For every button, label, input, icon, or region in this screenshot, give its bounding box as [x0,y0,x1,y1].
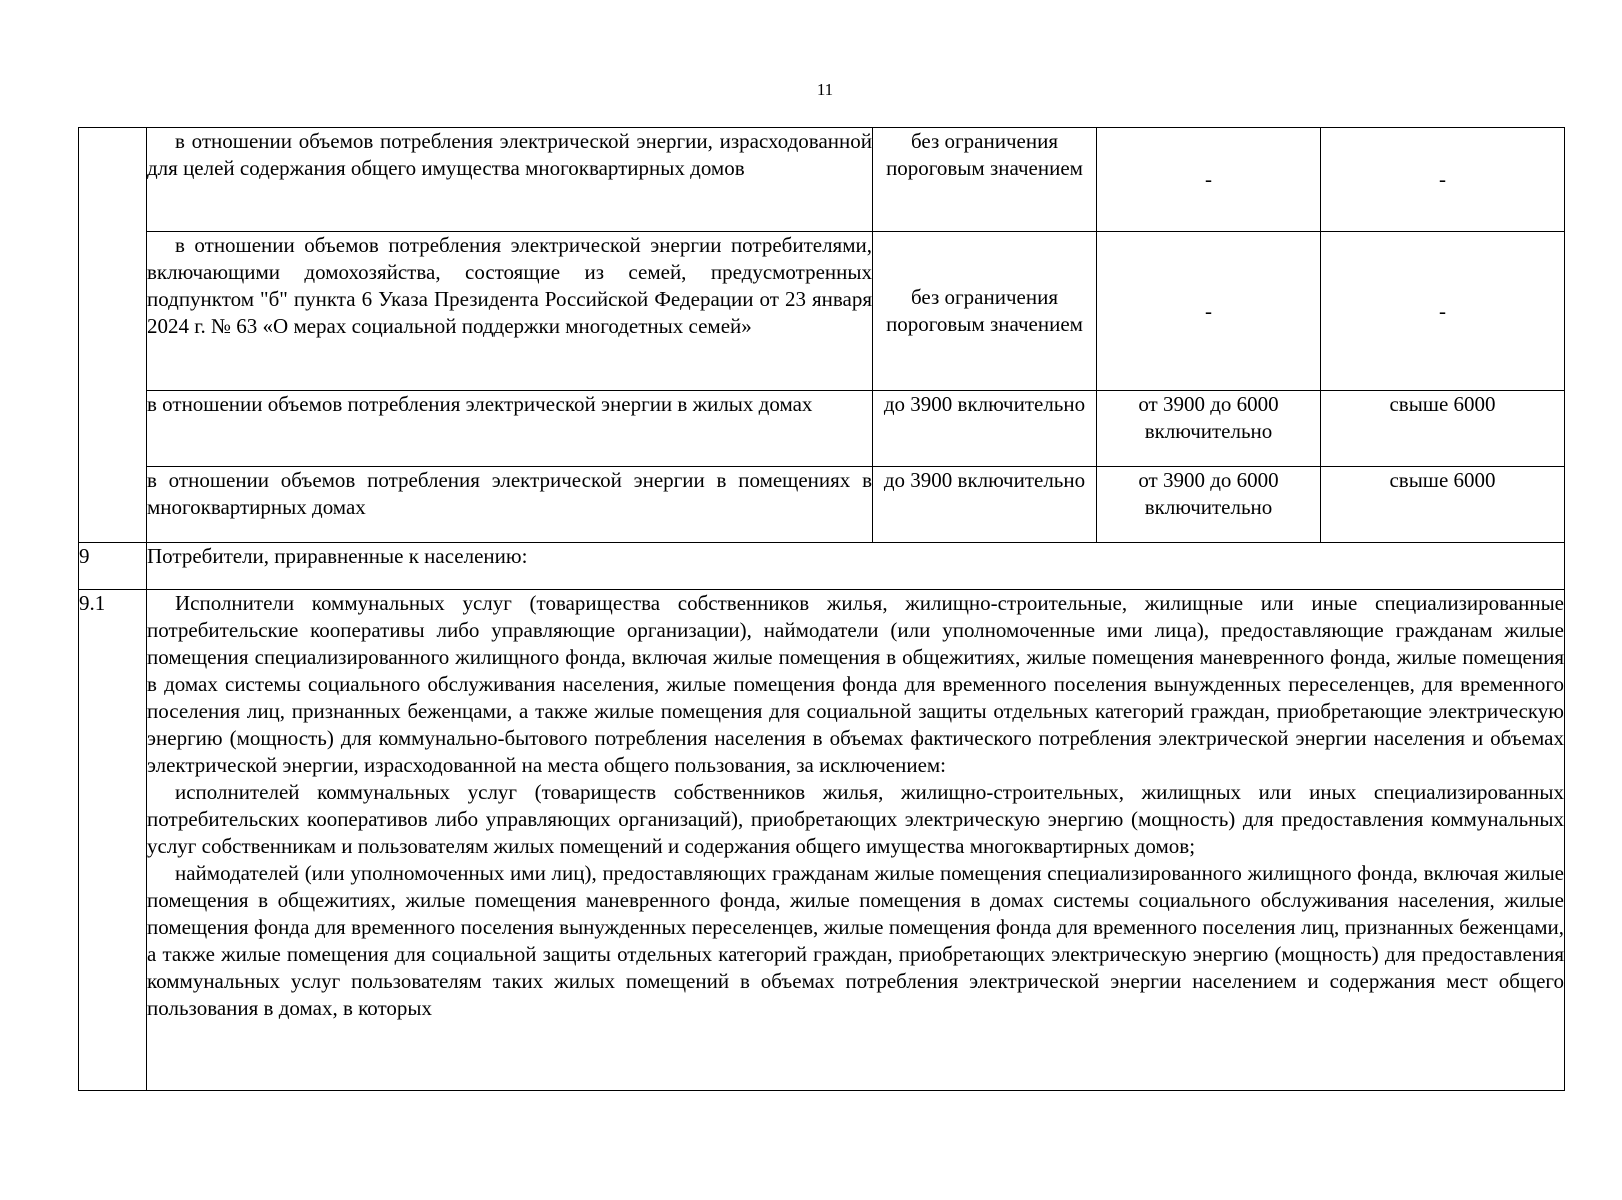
paragraph: Исполнители коммунальных услуг (товарищества собственников жилья, жилищно-строительные, жилищные или иные специализированные потребительские кооперативы либо управляющие организации), наймодатели (или уполномоченные ими лица), предоставляющие гражданам жилые помещения специализированного жилищного фонда, включая жилые помещения в общежитиях, жилые помещения маневренного фонда, жилые помещения в домах системы социального обслуживания населения, жилые помещения фонда для временного поселения вынужденных переселенцев, для временного поселения лиц, признанных беженцами, а также жилые помещения для социальной защиты отдельных категорий граждан, приобретающие электрическую энергию (мощность) для коммунально-бытового потребления населения в объемах фактического потребления электрической энергии населения и объемах электрической энергии, израсходованной на места общего пользования, за исключением: [147,591,1564,777]
table-row [79,232,1565,391]
row-number-cell [79,128,147,543]
threshold-2-cell: - [1097,128,1321,232]
threshold-3-cell: - [1321,232,1565,391]
threshold-1-cell: без ограничения пороговым значением [873,232,1097,391]
description-cell: в отношении объемов потребления электрической энергии в жилых домах [147,391,873,467]
section-9-1-number: 9.1 [79,590,147,1091]
tariff-table [78,127,1565,1091]
page-number: 11 [816,80,834,99]
table-row [79,543,1565,590]
section-9-number: 9 [79,543,147,590]
threshold-1-cell: до 3900 включительно [873,467,1097,543]
description-cell: в отношении объемов потребления электрической энергии, израсходованной для целей содержания общего имущества многоквартирных домов [147,128,873,232]
threshold-1-cell: без ограничения пороговым значением [873,128,1097,232]
threshold-3-cell: свыше 6000 [1321,467,1565,543]
threshold-3-cell: - [1321,128,1565,232]
table-row [79,128,1565,232]
section-9-title: Потребители, приравненные к населению: [147,543,1565,590]
table-row [79,467,1565,543]
table-row [79,391,1565,467]
description-cell: в отношении объемов потребления электрической энергии в помещениях в многоквартирных домах [147,467,873,543]
threshold-2-cell: от 3900 до 6000 включительно [1097,391,1321,467]
paragraph: наймодателей (или уполномоченных ими лиц), предоставляющих гражданам жилые помещения специализированного жилищного фонда, включая жилые помещения в общежитиях, жилые помещения маневренного фонда, жилые помещения в домах системы социального обслуживания населения, жилые помещения фонда для временного поселения вынужденных переселенцев, жилые помещения фонда для временного поселения лиц, признанных беженцами, а также жилые помещения для социальной защиты отдельных категорий граждан, приобретающих электрическую энергию (мощность) для предоставления коммунальных услуг пользователям таких жилых помещений в объемах потребления электрической энергии населением и содержания мест общего пользования в домах, в которых [147,861,1564,1020]
threshold-3-cell: свыше 6000 [1321,391,1565,467]
table-row [79,590,1565,1091]
threshold-1-cell: до 3900 включительно [873,391,1097,467]
section-9-1-text [147,590,1565,1091]
threshold-2-cell: - [1097,232,1321,391]
paragraph: исполнителей коммунальных услуг (товариществ собственников жилья, жилищно-строительных, жилищных или иных специализированных потребительских кооперативов либо управляющих организаций), приобретающих электрическую энергию (мощность) для предоставления коммунальных услуг собственникам и пользователям жилых помещений и содержания общего имущества многоквартирных домов; [147,780,1564,858]
description-cell: в отношении объемов потребления электрической энергии потребителями, включающими домохозяйства, состоящие из семей, предусмотренных подпунктом "б" пункта 6 Указа Президента Российской Федерации от 23 января 2024 г. № 63 «О мерах социальной поддержки многодетных семей» [147,232,873,391]
threshold-2-cell: от 3900 до 6000 включительно [1097,467,1321,543]
